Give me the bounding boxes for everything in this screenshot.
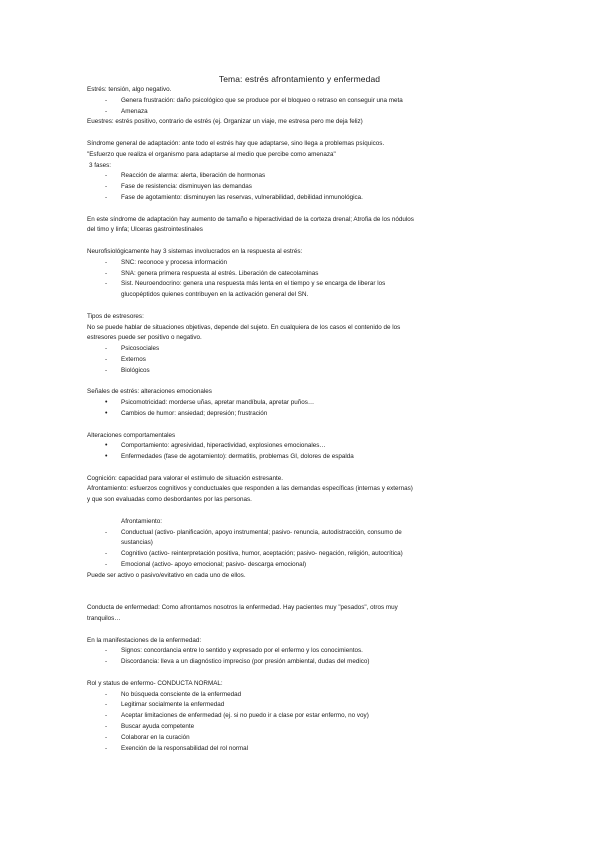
- list-item-text: Fase de agotamiento: disminuyen las reservas, vulnerabilidad, debilidad inmunológica.: [121, 193, 363, 201]
- stress-signals-heading: Señales de estrés: alteraciones emocionales: [87, 388, 212, 396]
- paragraph-line: tranquilos…: [87, 615, 121, 623]
- list-item: [87, 107, 507, 118]
- paragraph-line: estresores puede ser positivo o negativo.: [87, 334, 202, 342]
- list-item-text: Biológicos: [121, 366, 150, 374]
- dash-marker: -: [105, 269, 108, 277]
- list-item: [87, 700, 507, 711]
- list-item: [87, 355, 507, 366]
- list-item: [87, 733, 507, 744]
- list-item-text: SNA: genera primera respuesta al estrés. Liberación de catecolaminas: [121, 269, 319, 277]
- sga-quote: "Esfuerzo que realiza el organismo para adaptarse al medio que percibe como amenaza": [87, 150, 336, 158]
- systems-heading: Neurofisiológicamente hay 3 sistemas involucrados en la respuesta al estrés:: [87, 247, 303, 255]
- coping-definition: Afrontamiento: esfuerzos cognitivos y conductuales que responden a las demandas específicas (internas y externas): [87, 485, 413, 493]
- list-item: [87, 722, 507, 733]
- dash-marker: -: [105, 712, 108, 720]
- stress-definition: Estrés: tensión, algo negativo.: [87, 86, 172, 93]
- list-item-text: Psicosociales: [121, 345, 160, 353]
- list-item: [87, 96, 507, 107]
- list-item: [87, 193, 507, 204]
- list-item-text: Cambios de humor: ansiedad; depresión; frustración: [121, 409, 268, 417]
- list-item-text: Reacción de alarma: alerta, liberación de hormonas: [121, 172, 266, 180]
- eustress-definition: Euestres: estrés positivo, contrario de estrés (ej. Organizar un viaje, me estresa pero me deja feliz): [87, 118, 363, 126]
- list-item: [87, 528, 507, 539]
- sick-role-heading: Rol y status de enfermo- CONDUCTA NORMAL:: [87, 679, 223, 687]
- list-item: [87, 258, 507, 269]
- dash-marker: -: [105, 355, 108, 363]
- phases-heading: 3 fases:: [89, 161, 112, 169]
- illness-behavior-definition: Conducta de enfermedad: Como afrontamos nosotros la enfermedad. Hay pacientes muy "pesados", otros muy: [87, 604, 398, 612]
- dash-marker: -: [105, 701, 108, 709]
- paragraph-line: Puede ser activo o pasivo/evitativo en cada uno de ellos.: [87, 571, 246, 579]
- list-item: [87, 657, 507, 668]
- list-item-text: Sist. Neuroendocrino: genera una respuesta más lenta en el tiempo y se encarga de liberar los: [121, 280, 386, 288]
- dash-marker: -: [105, 658, 108, 666]
- dash-marker: -: [105, 172, 108, 180]
- list-item-text: Amenaza: [121, 107, 148, 115]
- list-item-text: Exención de la responsabilidad del rol normal: [121, 744, 249, 752]
- dash-marker: -: [105, 647, 108, 655]
- list-item-text: Conductual (activo- planificación, apoyo instrumental; pasivo- renuncia, autodistracción, consumo de: [121, 528, 402, 536]
- list-item: [87, 269, 507, 280]
- list-item-text: Fase de resistencia: disminuyen las demandas: [121, 183, 252, 191]
- paragraph-line: y que son evaluadas como desbordantes por las personas.: [87, 496, 252, 504]
- document-title: Tema: estrés afrontamiento y enfermedad: [218, 74, 381, 84]
- manifestations-heading: En la manifestaciones de la enfermedad:: [87, 636, 202, 644]
- document-body: [87, 85, 507, 754]
- behavioral-changes-heading: Alteraciones comportamentales: [87, 431, 176, 439]
- bullet-marker: •: [105, 453, 108, 461]
- list-item: [87, 344, 507, 355]
- dash-marker: -: [105, 183, 108, 191]
- list-item: [87, 441, 507, 452]
- list-item: [87, 182, 507, 193]
- paragraph-line: En este síndrome de adaptación hay aumento de tamaño e hiperactividad de la corteza drenal; Atrofia de los nódulos: [87, 215, 414, 223]
- dash-marker: -: [105, 723, 108, 731]
- list-item: [87, 171, 507, 182]
- list-item: [87, 560, 507, 571]
- paragraph-line: del timo y linfa; Ulceras gastrointestinales: [87, 226, 203, 234]
- list-item-continuation: sustancias): [121, 539, 153, 547]
- list-item-continuation: glucopéptidos quienes contribuyen en la activación general del SN.: [121, 291, 309, 299]
- bullet-marker: •: [105, 399, 108, 407]
- dash-marker: -: [105, 744, 108, 752]
- list-item-text: Enfermedades (fase de agotamiento): dermatitis, problemas GI, dolores de espalda: [121, 453, 354, 461]
- sga-definition: Síndrome general de adaptación: ante todo el estrés hay que adaptarse, sino llega a problemas psíquicos.: [87, 139, 385, 147]
- list-item-text: SNC: reconoce y procesa información: [121, 258, 228, 266]
- dash-marker: -: [105, 690, 108, 698]
- list-item-text: Psicomotricidad: morderse uñas, apretar mandíbula, apretar puños…: [121, 399, 315, 407]
- list-item-text: Comportamiento: agresividad, hiperactividad, explosiones emocionales…: [121, 442, 326, 450]
- dash-marker: -: [105, 96, 108, 104]
- list-item: [87, 744, 507, 755]
- list-item-text: Aceptar limitaciones de enfermedad (ej. si no puedo ir a clase por estar enfermo, no voy): [121, 712, 369, 720]
- list-item-text: No búsqueda consciente de la enfermedad: [121, 690, 242, 698]
- paragraph-line: No se puede hablar de situaciones objetivas, depende del sujeto. En cualquiera de los casos el contenido de los: [87, 323, 401, 331]
- list-item-text: Legitimar socialmente la enfermedad: [121, 701, 225, 709]
- list-item-text: Cognitivo (activo- reinterpretación positiva, humor, aceptación; pasivo- negación, religión, autocrítica): [121, 550, 403, 558]
- list-item-text: Buscar ayuda competente: [121, 723, 195, 731]
- list-item-text: Emocional (activo- apoyo emocional; pasivo- descarga emocional): [121, 561, 307, 569]
- coping-heading: Afrontamiento:: [121, 517, 162, 525]
- bullet-marker: •: [105, 409, 108, 417]
- bullet-marker: •: [105, 442, 108, 450]
- dash-marker: -: [105, 193, 108, 201]
- dash-marker: -: [105, 258, 108, 266]
- list-item: [87, 452, 507, 463]
- cognition-definition: Cognición: capacidad para valorar el estímulo de situación estresante.: [87, 474, 284, 482]
- list-item: [87, 366, 507, 377]
- dash-marker: -: [105, 366, 108, 374]
- list-item: [87, 690, 507, 701]
- dash-marker: -: [105, 528, 108, 536]
- dash-marker: -: [105, 550, 108, 558]
- list-item: [87, 711, 507, 722]
- list-item: [87, 398, 507, 409]
- list-item: [87, 409, 507, 420]
- dash-marker: -: [105, 345, 108, 353]
- list-item-text: Signos: concordancia entre lo sentido y expresado por el enfermo y los conocimientos.: [121, 647, 363, 655]
- list-item: [87, 646, 507, 657]
- dash-marker: -: [105, 280, 108, 288]
- list-item-text: Colaborar en la curación: [121, 733, 190, 741]
- list-item-text: Genera frustración: daño psicológico que se produce por el bloqueo o retraso en conseguir una meta: [121, 96, 403, 104]
- list-item-text: Discordancia: lleva a un diagnóstico impreciso (por presión ambiental, dudas del medico): [121, 658, 370, 666]
- dash-marker: -: [105, 561, 108, 569]
- stressor-types-heading: Tipos de estresores:: [87, 312, 144, 320]
- list-item: [87, 279, 507, 290]
- dash-marker: -: [105, 733, 108, 741]
- dash-marker: -: [105, 107, 108, 115]
- list-item-text: Externos: [121, 355, 146, 363]
- list-item: [87, 549, 507, 560]
